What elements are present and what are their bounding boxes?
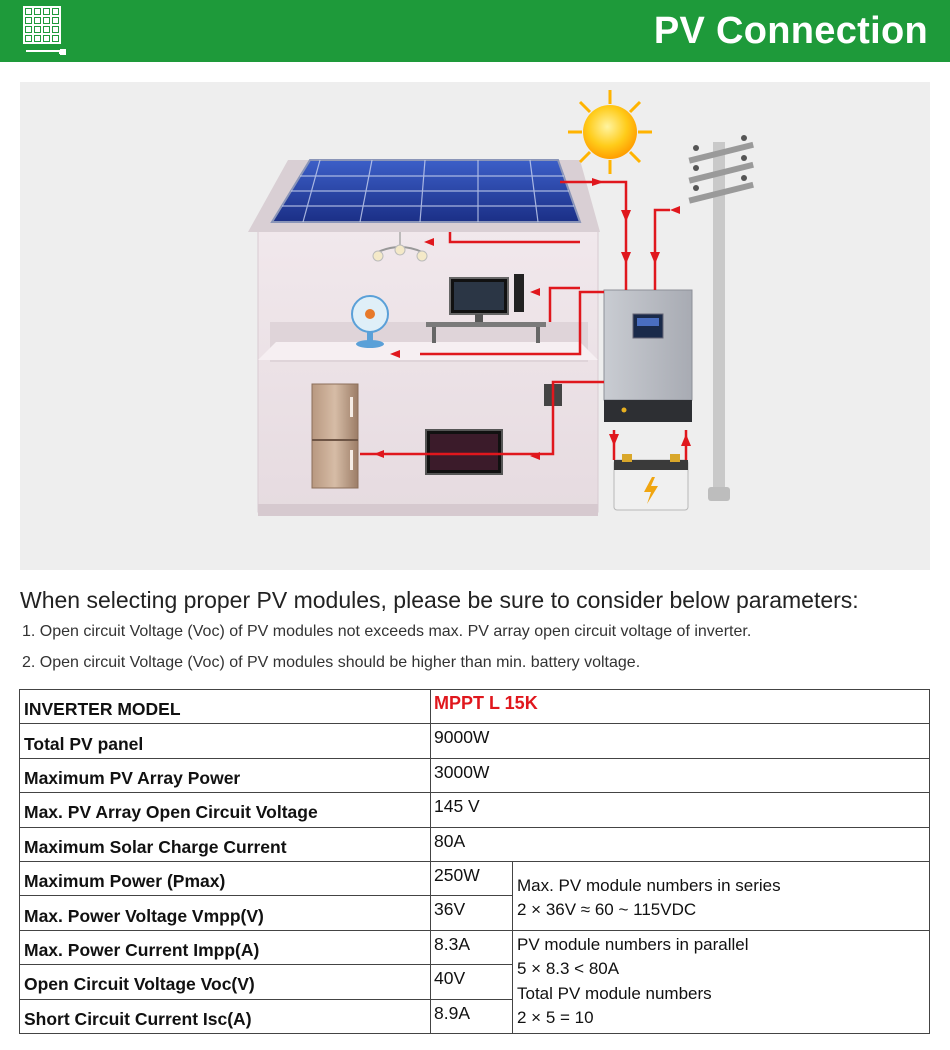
row-label: Max. Power Voltage Vmpp(V) — [20, 896, 431, 930]
row-label: Short Circuit Current Isc(A) — [20, 999, 431, 1033]
note-voc-max: 1. Open circuit Voltage (Voc) of PV modules not exceeds max. PV array open circuit voltage of inverter. — [22, 623, 752, 640]
row-label: Total PV panel — [20, 724, 431, 758]
table-row — [20, 930, 930, 964]
row-value: 9000W — [431, 724, 930, 758]
spec-table-container — [19, 689, 929, 1034]
sun-icon — [568, 90, 652, 174]
solar-house-diagram — [20, 82, 930, 570]
table-row — [20, 827, 930, 861]
page-title: PV Connection — [653, 10, 928, 52]
table-row — [20, 861, 930, 895]
series-note-title: Max. PV module numbers in series — [517, 875, 781, 895]
utility-pole — [688, 135, 753, 501]
parallel-note-title: PV module numbers in parallel — [517, 934, 749, 954]
row-label: Maximum Power (Pmax) — [20, 861, 431, 895]
row-label: Max. Power Current Impp(A) — [20, 930, 431, 964]
series-calculation-cell — [513, 861, 930, 930]
solar-panel-icon — [20, 5, 68, 57]
parallel-note-formula: 5 × 8.3 < 80A — [517, 959, 620, 979]
parallel-calculation-cell — [513, 930, 930, 1033]
row-label: Maximum Solar Charge Current — [20, 827, 431, 861]
diagram-svg — [20, 82, 930, 570]
row-value: 80A — [431, 827, 930, 861]
row-value: 36V — [431, 896, 513, 930]
intro-heading: When selecting proper PV modules, please be sure to consider below parameters: — [20, 587, 859, 613]
note-voc-min: 2. Open circuit Voltage (Voc) of PV modules should be higher than min. battery voltage. — [22, 654, 641, 671]
row-label: Open Circuit Voltage Voc(V) — [20, 965, 431, 999]
table-row — [20, 690, 930, 724]
row-label: INVERTER MODEL — [20, 690, 431, 724]
row-value: 145 V — [431, 793, 930, 827]
row-value: 250W — [431, 861, 513, 895]
spec-table — [19, 689, 930, 1034]
total-note-formula: 2 × 5 = 10 — [517, 1008, 594, 1028]
table-row — [20, 758, 930, 792]
television-icon — [426, 430, 502, 474]
table-row — [20, 793, 930, 827]
row-label: Max. PV Array Open Circuit Voltage — [20, 793, 431, 827]
table-row — [20, 724, 930, 758]
row-value: 8.9A — [431, 999, 513, 1033]
solar-panel-array — [272, 160, 580, 222]
refrigerator-icon — [312, 384, 358, 488]
row-label: Maximum PV Array Power — [20, 758, 431, 792]
series-note-formula: 2 × 36V ≈ 60 ~ 115VDC — [517, 900, 697, 920]
row-value: 3000W — [431, 758, 930, 792]
inverter-icon — [604, 290, 692, 422]
row-value: 40V — [431, 965, 513, 999]
battery-icon — [614, 454, 688, 510]
row-value: 8.3A — [431, 930, 513, 964]
inverter-model-value: MPPT L 15K — [431, 690, 930, 724]
header-bar — [0, 0, 950, 62]
total-note-title: Total PV module numbers — [517, 983, 712, 1003]
